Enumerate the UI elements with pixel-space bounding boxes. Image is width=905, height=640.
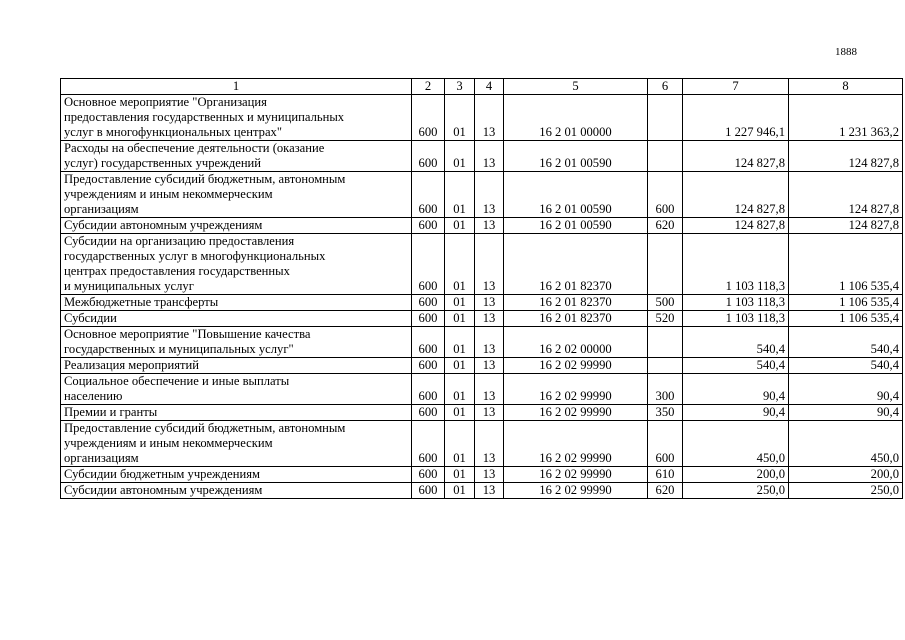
code-section: 600 xyxy=(412,421,445,467)
column-header: 6 xyxy=(648,79,683,95)
code-expense-type xyxy=(648,141,683,172)
code-section: 600 xyxy=(412,467,445,483)
amount-col7: 200,0 xyxy=(683,467,789,483)
amount-col7: 1 103 118,3 xyxy=(683,311,789,327)
code-chapter: 01 xyxy=(445,172,475,218)
amount-col7: 124 827,8 xyxy=(683,172,789,218)
code-target-article: 16 2 01 82370 xyxy=(504,234,648,295)
row-name: Основное мероприятие "Повышение качества государственных и муниципальных услуг" xyxy=(61,327,412,358)
row-name: Субсидии автономным учреждениям xyxy=(61,218,412,234)
code-section: 600 xyxy=(412,172,445,218)
code-subsection: 13 xyxy=(475,234,504,295)
amount-col7: 1 227 946,1 xyxy=(683,95,789,141)
code-target-article: 16 2 02 99990 xyxy=(504,358,648,374)
code-target-article: 16 2 01 00000 xyxy=(504,95,648,141)
amount-col8: 540,4 xyxy=(789,327,903,358)
amount-col7: 124 827,8 xyxy=(683,141,789,172)
code-section: 600 xyxy=(412,358,445,374)
code-target-article: 16 2 02 99990 xyxy=(504,483,648,499)
code-chapter: 01 xyxy=(445,95,475,141)
column-header: 1 xyxy=(61,79,412,95)
amount-col8: 1 106 535,4 xyxy=(789,311,903,327)
code-subsection: 13 xyxy=(475,172,504,218)
code-expense-type: 600 xyxy=(648,421,683,467)
table-row xyxy=(61,405,903,421)
code-chapter: 01 xyxy=(445,358,475,374)
amount-col8: 1 231 363,2 xyxy=(789,95,903,141)
amount-col7: 124 827,8 xyxy=(683,218,789,234)
code-target-article: 16 2 02 99990 xyxy=(504,421,648,467)
code-expense-type xyxy=(648,327,683,358)
row-name: Межбюджетные трансферты xyxy=(61,295,412,311)
code-expense-type: 600 xyxy=(648,172,683,218)
code-expense-type: 620 xyxy=(648,483,683,499)
table-row xyxy=(61,483,903,499)
column-header: 2 xyxy=(412,79,445,95)
code-expense-type: 350 xyxy=(648,405,683,421)
row-name: Предоставление субсидий бюджетным, автономным учреждениям и иным некоммерческим организациям xyxy=(61,421,412,467)
code-target-article: 16 2 01 00590 xyxy=(504,141,648,172)
budget-table xyxy=(60,78,903,499)
column-header: 3 xyxy=(445,79,475,95)
row-name: Предоставление субсидий бюджетным, автономным учреждениям и иным некоммерческим организациям xyxy=(61,172,412,218)
code-target-article: 16 2 01 00590 xyxy=(504,218,648,234)
header-row xyxy=(61,79,903,95)
code-chapter: 01 xyxy=(445,374,475,405)
amount-col8: 90,4 xyxy=(789,374,903,405)
code-expense-type xyxy=(648,358,683,374)
amount-col7: 90,4 xyxy=(683,374,789,405)
row-name: Субсидии бюджетным учреждениям xyxy=(61,467,412,483)
code-expense-type xyxy=(648,234,683,295)
page-number: 1888 xyxy=(835,46,857,58)
code-target-article: 16 2 02 99990 xyxy=(504,374,648,405)
code-expense-type: 620 xyxy=(648,218,683,234)
code-expense-type: 500 xyxy=(648,295,683,311)
code-subsection: 13 xyxy=(475,467,504,483)
table-row xyxy=(61,218,903,234)
amount-col8: 540,4 xyxy=(789,358,903,374)
code-chapter: 01 xyxy=(445,421,475,467)
table-row xyxy=(61,374,903,405)
row-name: Реализация мероприятий xyxy=(61,358,412,374)
code-subsection: 13 xyxy=(475,218,504,234)
amount-col7: 90,4 xyxy=(683,405,789,421)
code-subsection: 13 xyxy=(475,405,504,421)
code-subsection: 13 xyxy=(475,483,504,499)
code-chapter: 01 xyxy=(445,295,475,311)
column-header: 8 xyxy=(789,79,903,95)
amount-col7: 540,4 xyxy=(683,358,789,374)
code-chapter: 01 xyxy=(445,327,475,358)
code-chapter: 01 xyxy=(445,483,475,499)
table-row xyxy=(61,234,903,295)
amount-col8: 200,0 xyxy=(789,467,903,483)
amount-col8: 1 106 535,4 xyxy=(789,234,903,295)
code-subsection: 13 xyxy=(475,95,504,141)
code-expense-type: 520 xyxy=(648,311,683,327)
amount-col7: 450,0 xyxy=(683,421,789,467)
code-section: 600 xyxy=(412,327,445,358)
code-section: 600 xyxy=(412,483,445,499)
code-target-article: 16 2 02 99990 xyxy=(504,467,648,483)
table-row xyxy=(61,311,903,327)
table-row xyxy=(61,467,903,483)
amount-col8: 124 827,8 xyxy=(789,218,903,234)
amount-col8: 90,4 xyxy=(789,405,903,421)
row-name: Социальное обеспечение и иные выплаты населению xyxy=(61,374,412,405)
column-header: 7 xyxy=(683,79,789,95)
row-name: Субсидии автономным учреждениям xyxy=(61,483,412,499)
table-row xyxy=(61,172,903,218)
code-target-article: 16 2 02 99990 xyxy=(504,405,648,421)
code-chapter: 01 xyxy=(445,141,475,172)
amount-col8: 124 827,8 xyxy=(789,172,903,218)
table-row xyxy=(61,327,903,358)
code-subsection: 13 xyxy=(475,311,504,327)
code-expense-type: 610 xyxy=(648,467,683,483)
code-target-article: 16 2 01 00590 xyxy=(504,172,648,218)
table-row xyxy=(61,141,903,172)
code-section: 600 xyxy=(412,95,445,141)
column-header: 5 xyxy=(504,79,648,95)
amount-col7: 1 103 118,3 xyxy=(683,234,789,295)
table-row xyxy=(61,295,903,311)
code-section: 600 xyxy=(412,295,445,311)
code-subsection: 13 xyxy=(475,374,504,405)
code-section: 600 xyxy=(412,234,445,295)
code-section: 600 xyxy=(412,374,445,405)
amount-col7: 250,0 xyxy=(683,483,789,499)
code-section: 600 xyxy=(412,405,445,421)
table-row xyxy=(61,358,903,374)
code-subsection: 13 xyxy=(475,295,504,311)
code-chapter: 01 xyxy=(445,234,475,295)
amount-col8: 1 106 535,4 xyxy=(789,295,903,311)
code-target-article: 16 2 01 82370 xyxy=(504,311,648,327)
row-name: Расходы на обеспечение деятельности (оказание услуг) государственных учреждений xyxy=(61,141,412,172)
code-chapter: 01 xyxy=(445,311,475,327)
code-section: 600 xyxy=(412,311,445,327)
amount-col8: 450,0 xyxy=(789,421,903,467)
code-subsection: 13 xyxy=(475,327,504,358)
row-name: Субсидии на организацию предоставления государственных услуг в многофункциональных центрах предоставления государственных и муниципальных услуг xyxy=(61,234,412,295)
code-section: 600 xyxy=(412,141,445,172)
row-name: Премии и гранты xyxy=(61,405,412,421)
amount-col7: 1 103 118,3 xyxy=(683,295,789,311)
code-chapter: 01 xyxy=(445,218,475,234)
code-chapter: 01 xyxy=(445,405,475,421)
code-expense-type xyxy=(648,95,683,141)
code-subsection: 13 xyxy=(475,358,504,374)
code-section: 600 xyxy=(412,218,445,234)
amount-col8: 124 827,8 xyxy=(789,141,903,172)
row-name: Основное мероприятие "Организация предоставления государственных и муниципальных услуг в многофункциональных центрах" xyxy=(61,95,412,141)
column-header: 4 xyxy=(475,79,504,95)
table-row xyxy=(61,421,903,467)
code-subsection: 13 xyxy=(475,421,504,467)
code-subsection: 13 xyxy=(475,141,504,172)
code-target-article: 16 2 02 00000 xyxy=(504,327,648,358)
code-target-article: 16 2 01 82370 xyxy=(504,295,648,311)
table-row xyxy=(61,95,903,141)
row-name: Субсидии xyxy=(61,311,412,327)
code-expense-type: 300 xyxy=(648,374,683,405)
amount-col7: 540,4 xyxy=(683,327,789,358)
code-chapter: 01 xyxy=(445,467,475,483)
amount-col8: 250,0 xyxy=(789,483,903,499)
